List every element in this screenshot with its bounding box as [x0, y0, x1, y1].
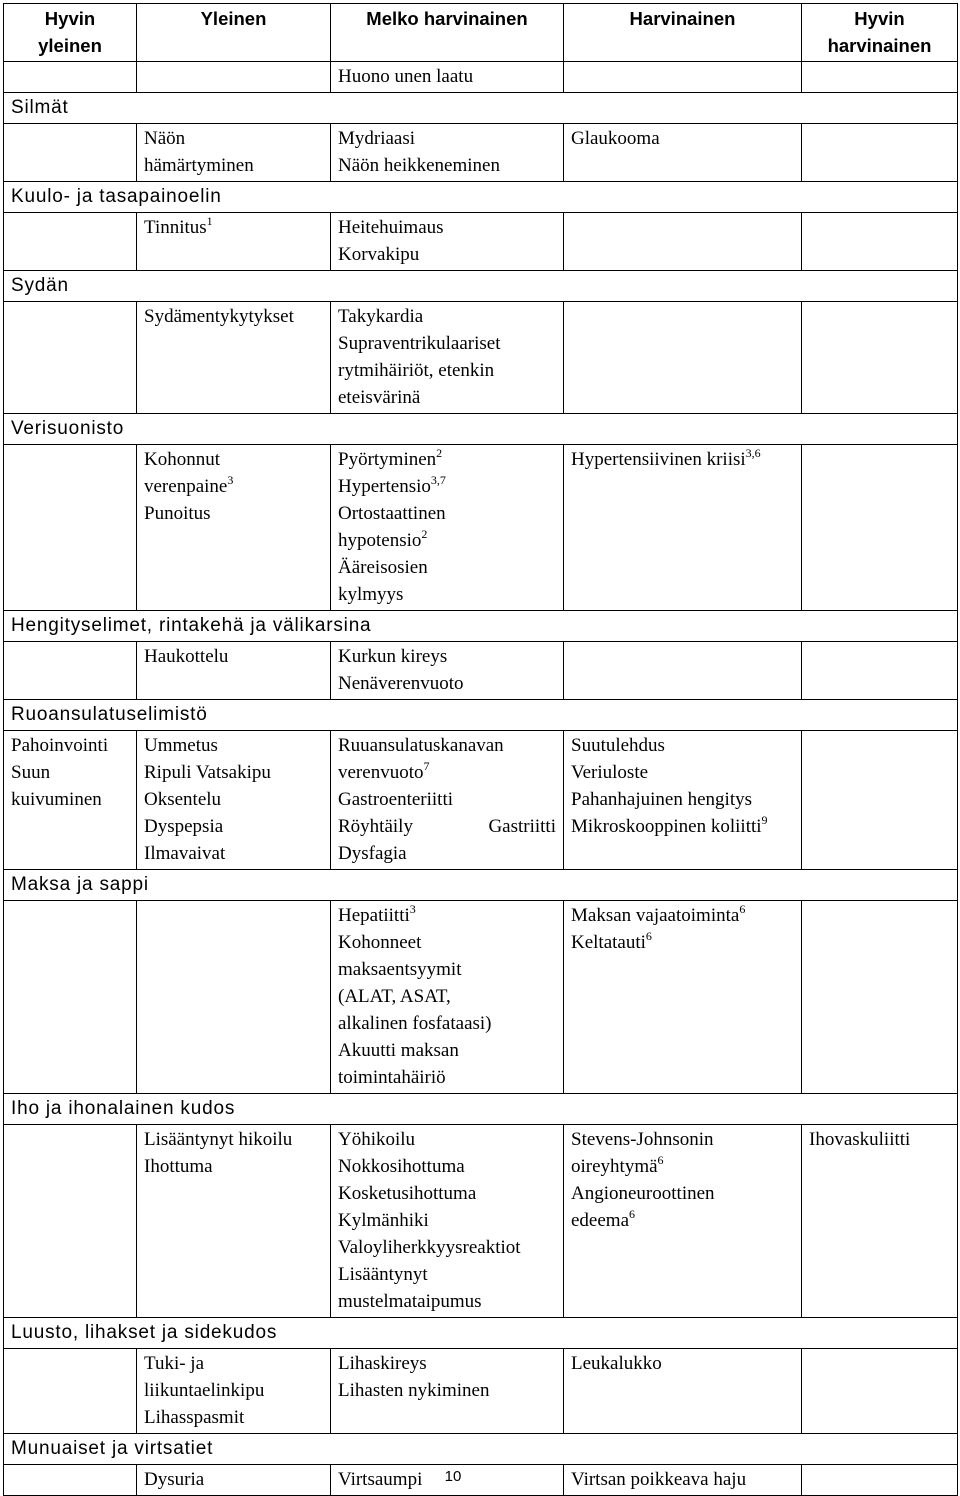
cell-yleinen — [137, 1125, 331, 1318]
footnote-ref: 6 — [629, 1206, 636, 1221]
footnote-ref: 7 — [423, 758, 430, 773]
effect-term — [144, 473, 323, 500]
effect-term: Lisääntynyt — [338, 1264, 428, 1285]
effect-term — [338, 446, 556, 473]
header-hyvin-harvinainen: Hyvin harvinainen — [802, 4, 958, 62]
effect-term-text: hypotensio — [338, 530, 422, 551]
cell-harvinainen — [564, 124, 802, 182]
effect-term: Ripuli Vatsakipu — [144, 762, 271, 783]
page-number: 10 — [444, 1468, 462, 1485]
footnote-ref: 3 — [409, 901, 416, 916]
effect-term: toimintahäiriö — [338, 1067, 446, 1088]
cell-yleinen — [137, 731, 331, 870]
cell-melko — [331, 213, 564, 271]
effect-term: Lihasspasmit — [144, 1407, 245, 1428]
effect-term: Stevens-Johnsonin — [571, 1129, 714, 1150]
section-title: Ruoansulatuselimistö — [4, 700, 958, 731]
effect-term: Yöhikoilu — [338, 1129, 416, 1150]
cell-yleinen — [137, 445, 331, 611]
footnote-ref: 3,6 — [745, 445, 761, 460]
effect-term: Pahanhajuinen hengitys — [571, 789, 752, 810]
cell-hyvin-yleinen — [4, 1125, 137, 1318]
effect-term: Punoitus — [144, 503, 211, 524]
cell-harvinainen — [564, 731, 802, 870]
footnote-ref: 2 — [421, 526, 428, 541]
effect-term-text: Pyörtyminen — [338, 449, 437, 470]
effect-term: mustelmataipumus — [338, 1291, 482, 1312]
cell-hyvin-yleinen — [4, 445, 137, 611]
intro-empty-cell — [137, 62, 331, 93]
effect-term-text: Keltatauti — [571, 932, 646, 953]
cell-harvinainen — [564, 445, 802, 611]
cell-hyvin-yleinen — [4, 213, 137, 271]
cell-hyvin-harvinainen — [802, 124, 958, 182]
effect-row — [4, 445, 958, 611]
cell-hyvin-harvinainen — [802, 642, 958, 700]
cell-hyvin-yleinen — [4, 731, 137, 870]
section-header-row — [4, 700, 958, 731]
effect-term: Nenäverenvuoto — [338, 673, 464, 694]
section-header-row — [4, 870, 958, 901]
cell-yleinen — [137, 1349, 331, 1434]
cell-hyvin-harvinainen — [802, 1125, 958, 1318]
effect-term: Gastroenteriitti — [338, 789, 454, 810]
effect-term: (ALAT, ASAT, — [338, 986, 451, 1007]
section-title: Verisuonisto — [4, 414, 958, 445]
effect-term: Heitehuimaus — [338, 217, 444, 238]
cell-hyvin-yleinen — [4, 302, 137, 414]
effect-term: Oksentelu — [144, 789, 222, 810]
cell-hyvin-yleinen — [4, 901, 137, 1094]
effect-term-text: Mikroskooppinen koliitti — [571, 816, 762, 837]
cell-yleinen — [137, 642, 331, 700]
effect-term: Korvakipu — [338, 244, 420, 265]
effect-term: Ruuansulatuskanavan — [338, 735, 504, 756]
section-title: Kuulo- ja tasapainoelin — [4, 182, 958, 213]
effect-term: Ortostaattinen — [338, 503, 446, 524]
effect-term: Akuutti maksan — [338, 1040, 459, 1061]
effect-term: Nokkosihottuma — [338, 1156, 465, 1177]
header-melko-harvinainen: Melko harvinainen — [331, 4, 564, 62]
effect-term: Näön — [144, 128, 186, 149]
effect-term-text: Hypertensio — [338, 476, 431, 497]
section-header-row — [4, 271, 958, 302]
effect-row — [4, 213, 958, 271]
cell-hyvin-yleinen — [4, 124, 137, 182]
cell-yleinen — [137, 124, 331, 182]
header-harvinainen: Harvinainen — [564, 4, 802, 62]
effect-term: Lihasten nykiminen — [338, 1380, 490, 1401]
effect-term: Dyspepsia — [144, 816, 224, 837]
effect-row — [4, 1125, 958, 1318]
effect-term: Glaukooma — [571, 128, 660, 149]
effect-term: Dysfagia — [338, 843, 407, 864]
section-header-row — [4, 1094, 958, 1125]
effect-term: Takykardia — [338, 306, 424, 327]
header-row — [4, 4, 958, 62]
cell-melko — [331, 1349, 564, 1434]
effect-term — [338, 527, 556, 554]
intro-empty-cell — [564, 62, 802, 93]
header-hyvin-yleinen: Hyvin yleinen — [4, 4, 137, 62]
effect-term-text: Maksan vajaatoiminta — [571, 905, 740, 926]
effect-term — [338, 813, 556, 840]
effect-term: Haukottelu — [144, 646, 229, 667]
effect-term — [338, 473, 556, 500]
effect-term: Leukalukko — [571, 1353, 662, 1374]
effect-term: liikuntaelinkipu — [144, 1380, 265, 1401]
effect-term — [338, 902, 556, 929]
cell-hyvin-harvinainen — [802, 213, 958, 271]
cell-melko — [331, 302, 564, 414]
section-title: Maksa ja sappi — [4, 870, 958, 901]
effect-term: kuivuminen — [11, 789, 102, 810]
cell-hyvin-yleinen — [4, 642, 137, 700]
section-header-row — [4, 182, 958, 213]
cell-hyvin-harvinainen — [802, 901, 958, 1094]
effect-term: Veriuloste — [571, 762, 649, 783]
section-header-row — [4, 414, 958, 445]
effect-term: Mydriaasi — [338, 128, 416, 149]
cell-harvinainen — [564, 642, 802, 700]
adverse-effects-table — [3, 3, 958, 1496]
footnote-ref: 6 — [739, 901, 746, 916]
effect-term: Kosketusihottuma — [338, 1183, 477, 1204]
intro-empty-cell — [4, 62, 137, 93]
effect-term-text: edeema — [571, 1210, 630, 1231]
effect-row — [4, 901, 958, 1094]
effect-term: Virtsaumpi — [338, 1469, 423, 1490]
cell-harvinainen — [564, 302, 802, 414]
footnote-ref: 3,7 — [430, 472, 446, 487]
cell-melko — [331, 642, 564, 700]
effect-term: Sydämentykytykset — [144, 306, 294, 327]
effect-term: Supraventrikulaariset — [338, 333, 501, 354]
effect-term-text: verenpaine — [144, 476, 228, 497]
cell-hyvin-harvinainen — [802, 731, 958, 870]
effect-term-part: Röyhtäily — [338, 816, 413, 837]
effect-term: Kurkun kireys — [338, 646, 448, 667]
cell-melko — [331, 1125, 564, 1318]
cell-yleinen — [137, 302, 331, 414]
footnote-ref: 6 — [657, 1152, 664, 1167]
section-header-row — [4, 93, 958, 124]
effect-term-text: Hypertensiivinen kriisi — [571, 449, 746, 470]
cell-yleinen — [137, 901, 331, 1094]
section-title: Munuaiset ja virtsatiet — [4, 1434, 958, 1465]
effect-term: Dysuria — [144, 1469, 205, 1490]
effect-term: Valoyliherkkyysreaktiot — [338, 1237, 521, 1258]
effect-term: Kohonneet — [338, 932, 422, 953]
effect-term — [571, 1153, 794, 1180]
footnote-ref: 2 — [436, 445, 443, 460]
section-header-row — [4, 1434, 958, 1465]
effect-term: alkalinen fosfataasi) — [338, 1013, 492, 1034]
section-title: Luusto, lihakset ja sidekudos — [4, 1318, 958, 1349]
effect-term: eteisvärinä — [338, 387, 421, 408]
effect-term — [571, 929, 794, 956]
section-title: Iho ja ihonalainen kudos — [4, 1094, 958, 1125]
effect-term: Kylmänhiki — [338, 1210, 429, 1231]
cell-hyvin-harvinainen — [802, 1349, 958, 1434]
effect-term-part: Gastriitti — [488, 816, 556, 837]
effect-term: Suun — [11, 762, 51, 783]
effect-term: hämärtyminen — [144, 155, 254, 176]
effect-term: Angioneuroottinen — [571, 1183, 715, 1204]
effect-term — [571, 902, 794, 929]
effect-term-text: Hepatiitti — [338, 905, 410, 926]
effect-row — [4, 302, 958, 414]
cell-hyvin-harvinainen — [802, 302, 958, 414]
effect-term: Ihovaskuliitti — [809, 1129, 911, 1150]
footnote-ref: 1 — [206, 213, 213, 228]
effect-row — [4, 124, 958, 182]
section-header-row — [4, 1318, 958, 1349]
effect-term: kylmyys — [338, 584, 404, 605]
cell-melko — [331, 124, 564, 182]
intro-empty-cell — [802, 62, 958, 93]
effect-term — [144, 214, 323, 241]
footnote-ref: 6 — [645, 928, 652, 943]
effect-term — [571, 446, 794, 473]
effect-term — [338, 759, 556, 786]
effect-term: Suutulehdus — [571, 735, 665, 756]
section-title: Hengityselimet, rintakehä ja välikarsina — [4, 611, 958, 642]
effect-row — [4, 731, 958, 870]
effect-term: Tuki- ja — [144, 1353, 205, 1374]
effect-term-text: Tinnitus — [144, 217, 207, 238]
cell-harvinainen — [564, 1125, 802, 1318]
effect-row — [4, 1349, 958, 1434]
effect-term: rytmihäiriöt, etenkin — [338, 360, 495, 381]
effect-term: Näön heikkeneminen — [338, 155, 500, 176]
effect-term: Ääreisosien — [338, 557, 428, 578]
effect-term: Virtsan poikkeava haju — [571, 1469, 747, 1490]
cell-harvinainen — [564, 901, 802, 1094]
effect-row — [4, 642, 958, 700]
footnote-ref: 9 — [761, 812, 768, 827]
cell-harvinainen — [564, 213, 802, 271]
effect-term: Ihottuma — [144, 1156, 213, 1177]
intro-melko-cell: Huono unen laatu — [331, 62, 564, 93]
effect-term: Ummetus — [144, 735, 218, 756]
cell-melko — [331, 731, 564, 870]
effect-term — [571, 813, 794, 840]
section-header-row — [4, 611, 958, 642]
effect-term: maksaentsyymit — [338, 959, 462, 980]
effect-term — [571, 1207, 794, 1234]
effect-term: Kohonnut — [144, 449, 220, 470]
cell-melko — [331, 445, 564, 611]
cell-yleinen — [137, 213, 331, 271]
cell-harvinainen — [564, 1349, 802, 1434]
effect-term: Lihaskireys — [338, 1353, 427, 1374]
cell-melko — [331, 901, 564, 1094]
header-yleinen: Yleinen — [137, 4, 331, 62]
section-title: Sydän — [4, 271, 958, 302]
section-title: Silmät — [4, 93, 958, 124]
intro-row — [4, 62, 958, 93]
effect-term: Pahoinvointi — [11, 735, 109, 756]
effect-term-text: verenvuoto — [338, 762, 424, 783]
footnote-ref: 3 — [227, 472, 234, 487]
effect-term: Lisääntynyt hikoilu — [144, 1129, 293, 1150]
effect-term: Ilmavaivat — [144, 843, 226, 864]
cell-hyvin-harvinainen — [802, 445, 958, 611]
effect-term-text: oireyhtymä — [571, 1156, 658, 1177]
cell-hyvin-yleinen — [4, 1349, 137, 1434]
